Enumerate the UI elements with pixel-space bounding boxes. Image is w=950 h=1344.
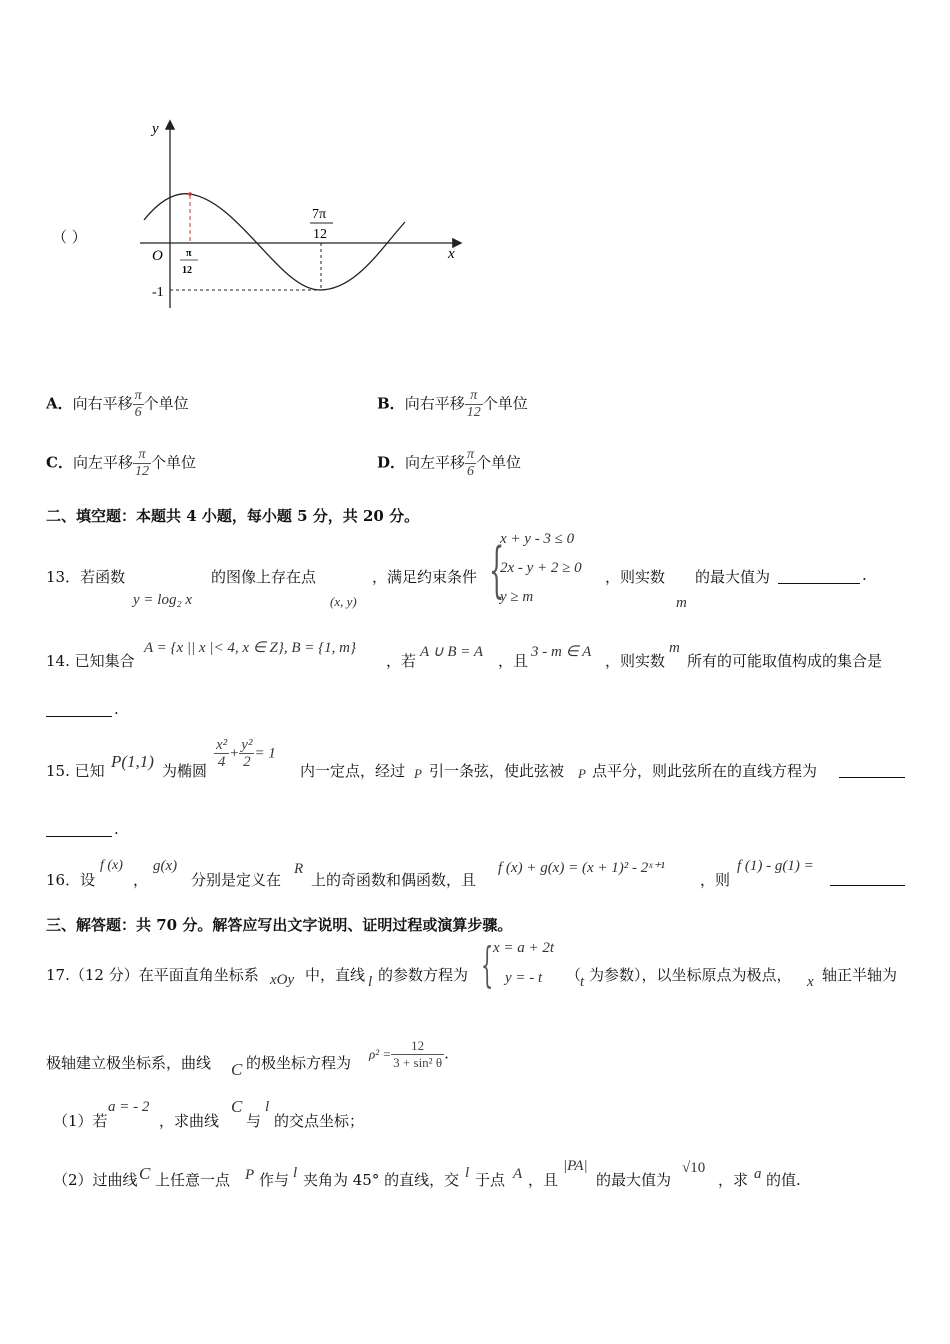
q13-part4: ，则实数	[605, 568, 666, 586]
option-c: C．向左平移 $\frac{\pi}{12}$ 个单位	[46, 447, 196, 479]
tick-7pi12-num: 7π	[312, 207, 327, 222]
q17-part2: 中，直线	[305, 966, 366, 984]
q16-equation: f (x) + g(x) = (x + 1)² - 2ˣ⁺¹	[498, 860, 665, 876]
sine-graph	[130, 110, 470, 320]
q17-sub2-i: 的值.	[766, 1171, 801, 1189]
q17-sub2-a-point: A	[513, 1166, 523, 1182]
q14-union: A ∪ B = A	[420, 644, 484, 660]
q17-line2-a: 极轴建立极坐标系，曲线	[46, 1054, 212, 1072]
tick-pi12-num: π	[186, 248, 192, 259]
q17-line2-b: 的极坐标方程为	[246, 1054, 352, 1072]
q17-sub2-c-text: 作与	[259, 1171, 290, 1189]
q13-constraint-2: 2x - y + 2 ≥ 0	[500, 560, 582, 576]
q14-part1: 14. 已知集合	[46, 652, 135, 670]
q14-part4: ，则实数	[605, 652, 666, 670]
q17-c: C	[231, 1060, 243, 1079]
q16-part1: 16．设	[46, 871, 96, 889]
q17-sub2-c: C	[139, 1164, 151, 1183]
q15-part2: 为椭圆	[162, 762, 208, 780]
q17-sub1-a: （1）若	[53, 1112, 108, 1130]
q17-part5: 为参数），以坐标原点为极点，	[589, 966, 792, 984]
q14-end: .	[114, 700, 119, 718]
q13-m: m	[676, 595, 687, 611]
neg-one-label: -1	[152, 285, 164, 300]
section-2-heading: 二、填空题：本题共 4 小题，每小题 5 分，共 20 分。	[46, 507, 420, 525]
q15-ellipse-eq: $\frac{\text{x²}}{4}$ + $\frac{\text{y²}}{2}$ = 1	[216, 737, 276, 770]
q15-end: .	[114, 820, 119, 838]
q16-g: g(x)	[153, 858, 178, 874]
q16-part4: ，则	[700, 871, 731, 889]
q17-sub1-b: ，求曲线	[159, 1112, 220, 1130]
q17-t: t	[580, 974, 585, 990]
q17-sub1-c: C	[231, 1097, 243, 1116]
q14-part2: ，若	[386, 652, 417, 670]
q14-part5: 所有的可能取值构成的集合是	[687, 652, 883, 670]
q17-sub1-l: l	[265, 1099, 270, 1115]
q17-x: x	[807, 974, 814, 990]
q15-part3: 内一定点，经过	[300, 762, 406, 780]
q17-sub2-l2: l	[465, 1165, 470, 1181]
q14-set: A = {x || x |< 4, x ∈ Z}, B = {1, m}	[144, 640, 356, 656]
q17-part4: （	[566, 966, 582, 984]
q17-sub2-f: ，且	[528, 1171, 559, 1189]
q17-part3: 的参数方程为	[378, 966, 469, 984]
tick-pi12-den: 12	[182, 265, 192, 276]
q13-point: (x, y)	[330, 594, 357, 609]
q15-answer-blank-1[interactable]	[839, 776, 905, 778]
q13-part2: 的图像上存在点	[211, 568, 317, 586]
q17-l: l	[368, 974, 373, 990]
q17-sub2-sqrt: √10	[682, 1160, 706, 1176]
q17-param-x: x = a + 2t	[493, 940, 555, 956]
q15-p1: P	[414, 766, 422, 781]
q12-answer-paren: （ ）	[52, 228, 87, 246]
q15-part4: 引一条弦，使此弦被	[429, 762, 565, 780]
q17-sub2-pa: |PA|	[563, 1158, 588, 1174]
q17-part6: 轴正半轴为	[822, 966, 898, 984]
q13-part5: 的最大值为	[695, 568, 771, 586]
q14-answer-blank[interactable]	[46, 715, 112, 717]
q14-part3: ，且	[498, 652, 529, 670]
q17-param-y: y = - t	[505, 970, 543, 986]
q16-answer-blank[interactable]	[830, 884, 905, 886]
q17-sub1-c-text: 与	[246, 1112, 262, 1130]
q15-part5: 点平分，则此弦所在的直线方程为	[592, 762, 818, 780]
q16-r: R	[294, 861, 304, 877]
q13-part3: ，满足约束条件	[372, 568, 478, 586]
q13-end: .	[862, 566, 867, 584]
q17-sub2-a: （2）过曲线	[53, 1171, 138, 1189]
q17-sub2-h: ，求	[718, 1171, 749, 1189]
q13-answer-blank[interactable]	[778, 582, 860, 584]
q13-brace: {	[489, 535, 505, 605]
q13-part1: 13．若函数	[46, 568, 126, 586]
q13-constraint-1: x + y - 3 ≤ 0	[500, 531, 575, 547]
q15-part1: 15. 已知	[46, 762, 105, 780]
q17-xoy: xOy	[270, 972, 295, 988]
q17-sub2-a-var: a	[754, 1166, 762, 1182]
q15-answer-blank-2[interactable]	[46, 835, 112, 837]
q17-sub2-b: 上任意一点	[155, 1171, 231, 1189]
q17-part1: 17.（12 分）在平面直角坐标系	[46, 966, 259, 984]
q17-sub2-e: 于点	[475, 1171, 506, 1189]
q14-m: m	[669, 640, 680, 656]
x-axis-label: x	[448, 246, 455, 262]
q16-f: f (x)	[100, 858, 123, 873]
q16-part2: 分别是定义在	[191, 871, 282, 889]
q17-sub2-d: 夹角为 45° 的直线，交	[303, 1171, 460, 1189]
q17-polar-eq: ρ² = $\frac{12}{\text{3 + sin² θ}}$ .	[369, 1038, 449, 1070]
origin-label: O	[152, 248, 163, 264]
q14-condition: 3 - m ∈ A	[531, 644, 592, 660]
tick-7pi12-den: 12	[313, 227, 327, 242]
q17-sub2-g: 的最大值为	[596, 1171, 672, 1189]
q16-part3: 上的奇函数和偶函数，且	[311, 871, 477, 889]
q13-constraint-3: y ≥ m	[500, 589, 534, 605]
q17-brace: {	[481, 937, 494, 993]
q13-function: y = log₂ x	[133, 592, 193, 608]
q16-comma: ，	[133, 871, 149, 889]
q15-point: P(1,1)	[111, 752, 154, 771]
q17-sub1-cond: a = - 2	[108, 1099, 150, 1115]
q17-sub2-p: P	[245, 1167, 255, 1183]
q17-sub2-l: l	[293, 1165, 298, 1181]
option-d: D．向左平移 $\frac{\pi}{6}$ 个单位	[377, 447, 522, 479]
q17-sub1-d: 的交点坐标；	[274, 1112, 365, 1130]
section-3-heading: 三、解答题：共 70 分。解答应写出文字说明、证明过程或演算步骤。	[46, 916, 513, 934]
option-b: B．向右平移 $\frac{\pi}{12}$ 个单位	[377, 388, 528, 420]
max-point	[188, 192, 192, 196]
q16-ask: f (1) - g(1) =	[737, 858, 814, 874]
option-a: A．向右平移 $\frac{\pi}{6}$ 个单位	[46, 388, 189, 420]
q15-p2: P	[578, 766, 586, 781]
y-axis-label: y	[152, 121, 159, 137]
